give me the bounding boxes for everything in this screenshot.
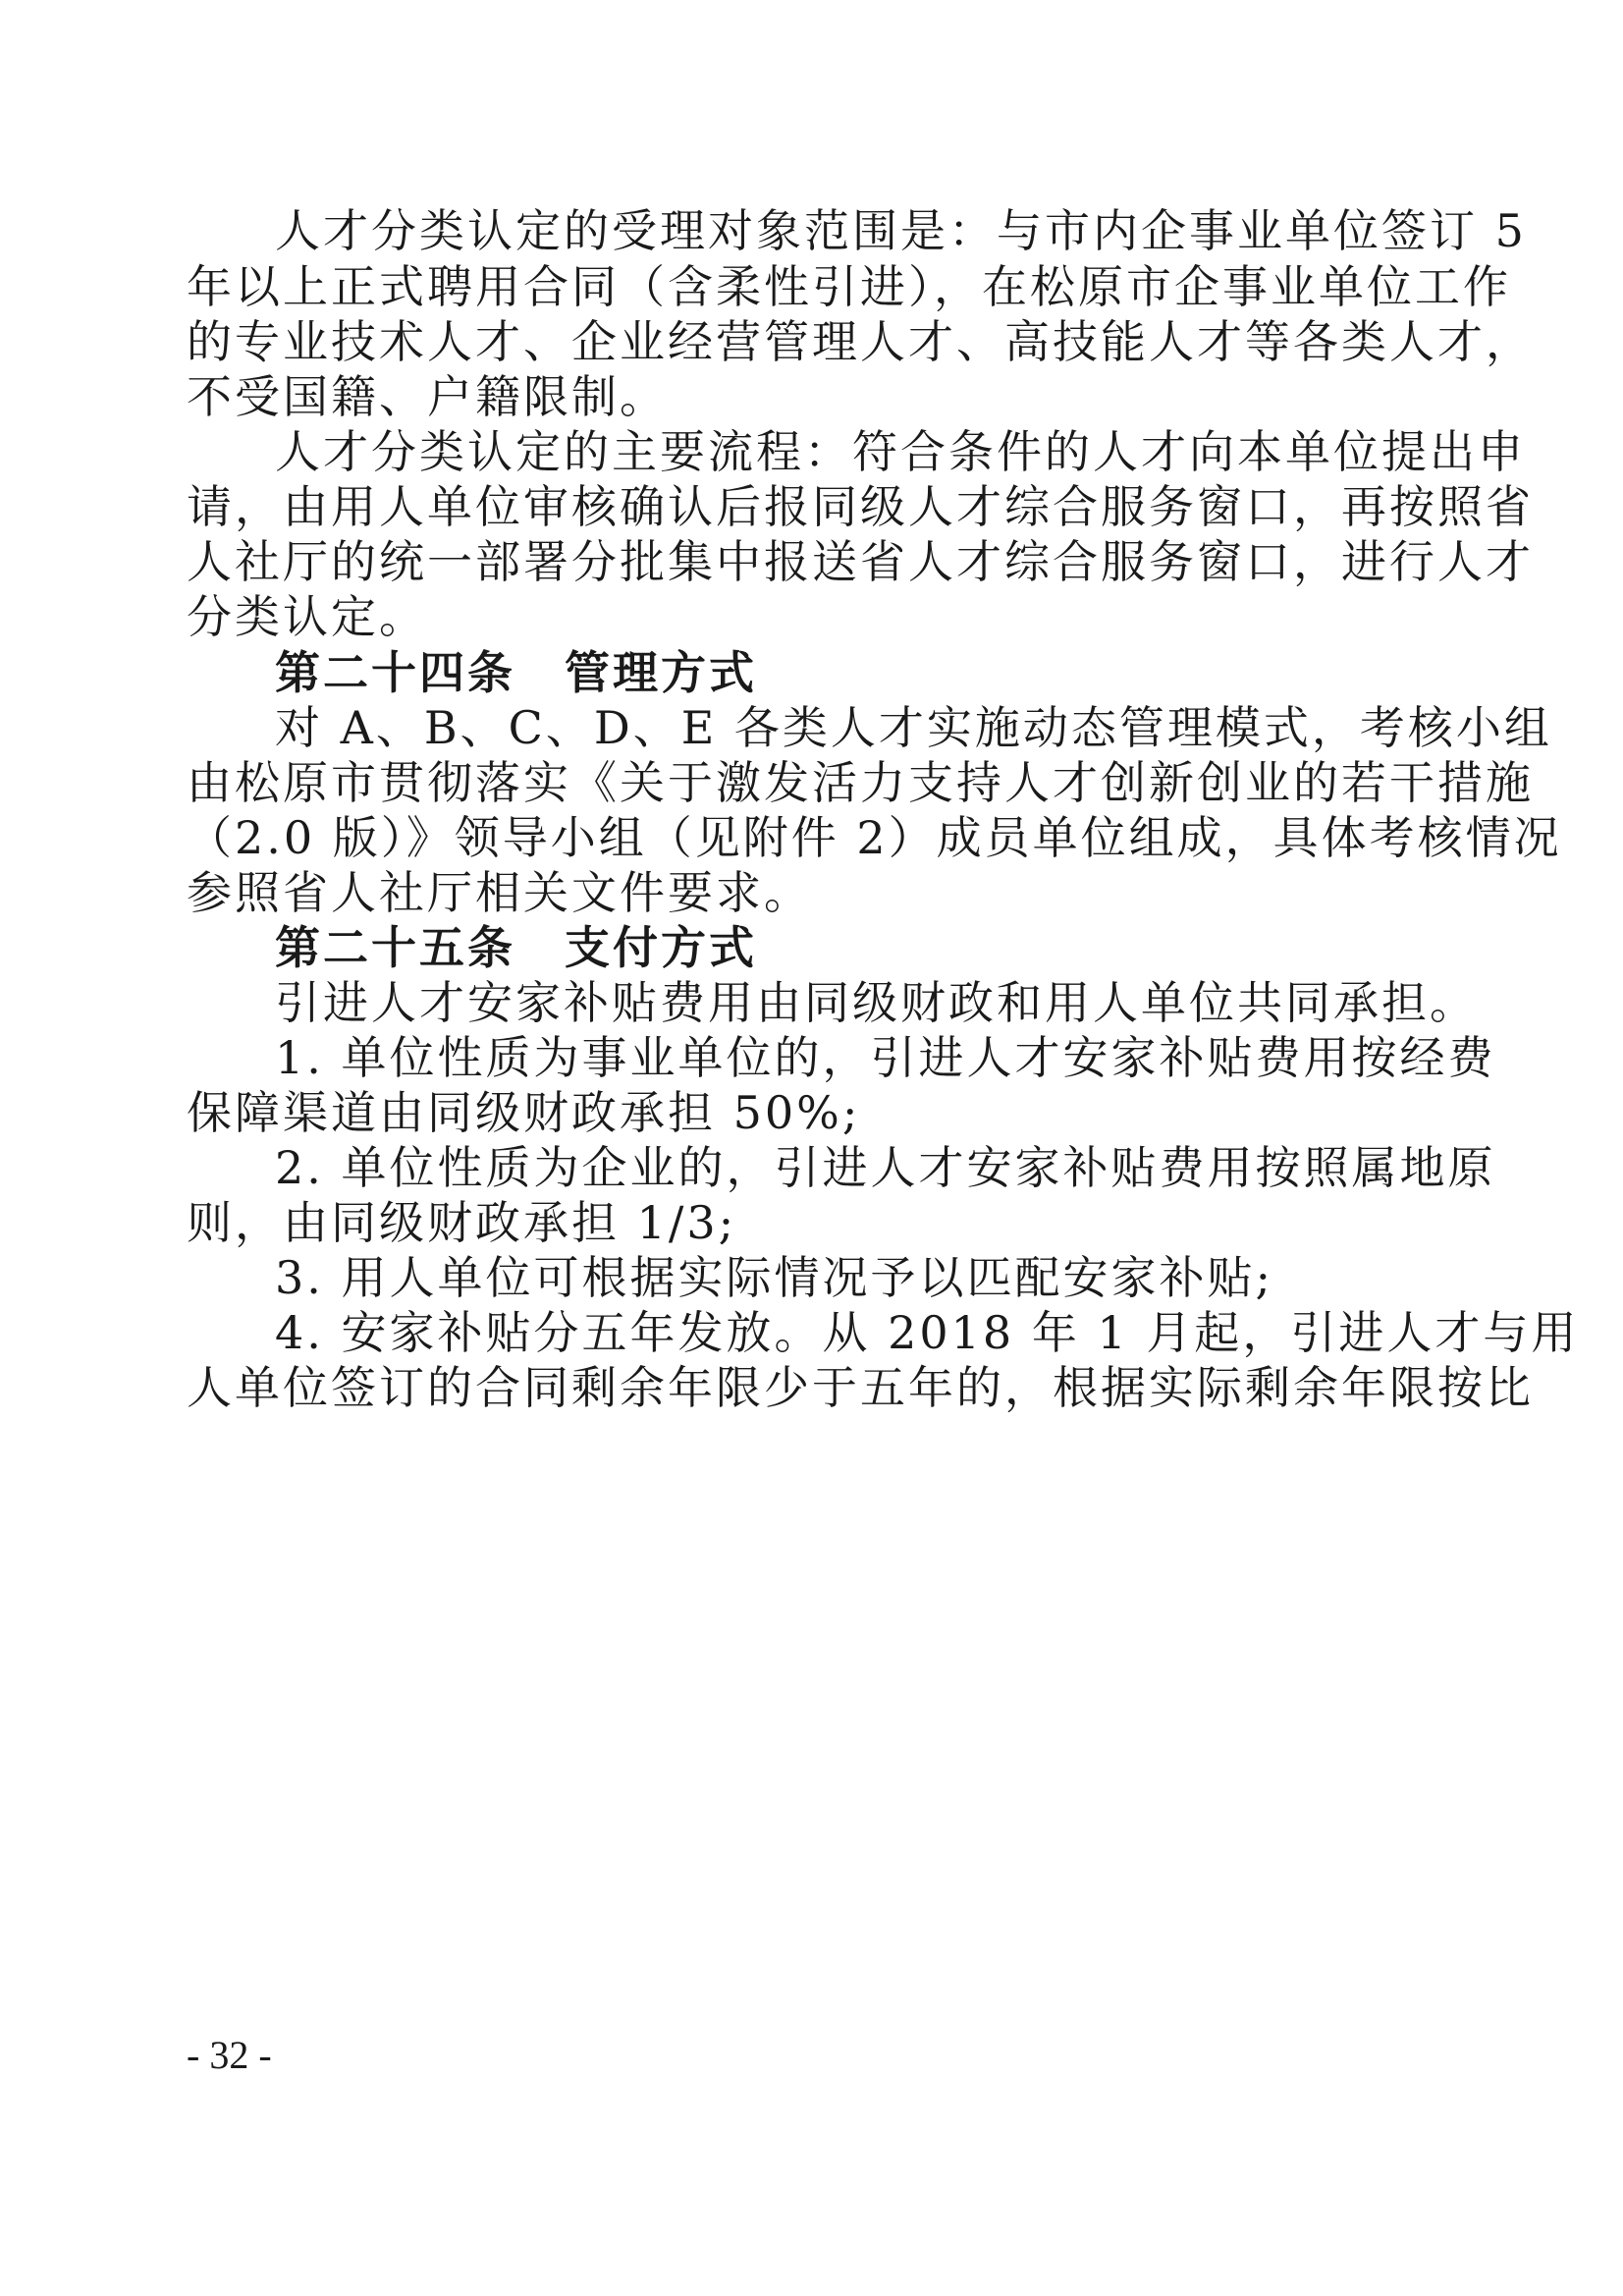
paragraph-line: 由松原市贯彻落实《关于激发活力支持人才创新创业的若干措施 — [187, 756, 1534, 809]
paragraph-line: 人社厅的统一部署分批集中报送省人才综合服务窗口，进行人才 — [187, 535, 1534, 588]
paragraph-line: 人才分类认定的主要流程：符合条件的人才向本单位提出申 — [275, 425, 1526, 478]
list-item-line: 人单位签订的合同剩余年限少于五年的，根据实际剩余年限按比 — [187, 1361, 1534, 1414]
list-item-line: 2. 单位性质为企业的，引进人才安家补贴费用按照属地原 — [275, 1141, 1496, 1194]
article-25-heading — [275, 918, 1424, 977]
paragraph-line: 对 A、B、C、D、E 各类人才实施动态管理模式，考核小组 — [275, 701, 1552, 754]
article-number: 第二十四条 — [275, 646, 515, 699]
paragraph-line: （2.0 版）》领导小组（见附件 2）成员单位组成，具体考核情况 — [187, 811, 1562, 864]
paragraph-line: 参照省人社厅相关文件要求。 — [187, 866, 812, 919]
article-number: 第二十五条 — [275, 921, 515, 974]
list-item-line: 则，由同级财政承担 1/3; — [187, 1196, 737, 1249]
paragraph-line: 引进人才安家补贴费用由同级财政和用人单位共同承担。 — [275, 976, 1478, 1029]
paragraph-line: 不受国籍、户籍限制。 — [187, 370, 668, 423]
paragraph-line: 请，由用人单位审核确认后报同级人才综合服务窗口，再按照省 — [187, 480, 1534, 533]
article-title: 支付方式 — [565, 921, 757, 974]
paragraph-line: 的专业技术人才、企业经营管理人才、高技能人才等各类人才， — [187, 315, 1534, 368]
list-item-line: 3. 用人单位可根据实际情况予以匹配安家补贴; — [275, 1251, 1274, 1304]
article-24-heading — [275, 643, 1424, 702]
page-number: - 32 - — [187, 2033, 272, 2077]
paragraph-line: 人才分类认定的受理对象范围是：与市内企事业单位签订 5 — [275, 204, 1527, 257]
paragraph-line: 分类认定。 — [187, 590, 427, 643]
list-item-line: 保障渠道由同级财政承担 50%; — [187, 1086, 861, 1139]
list-item-line: 1. 单位性质为事业单位的，引进人才安家补贴费用按经费 — [275, 1031, 1496, 1084]
paragraph-line: 年以上正式聘用合同（含柔性引进），在松原市企事业单位工作 — [187, 260, 1511, 313]
article-title: 管理方式 — [565, 646, 757, 699]
list-item-line: 4. 安家补贴分五年发放。从 2018 年 1 月起，引进人才与用 — [275, 1306, 1580, 1359]
